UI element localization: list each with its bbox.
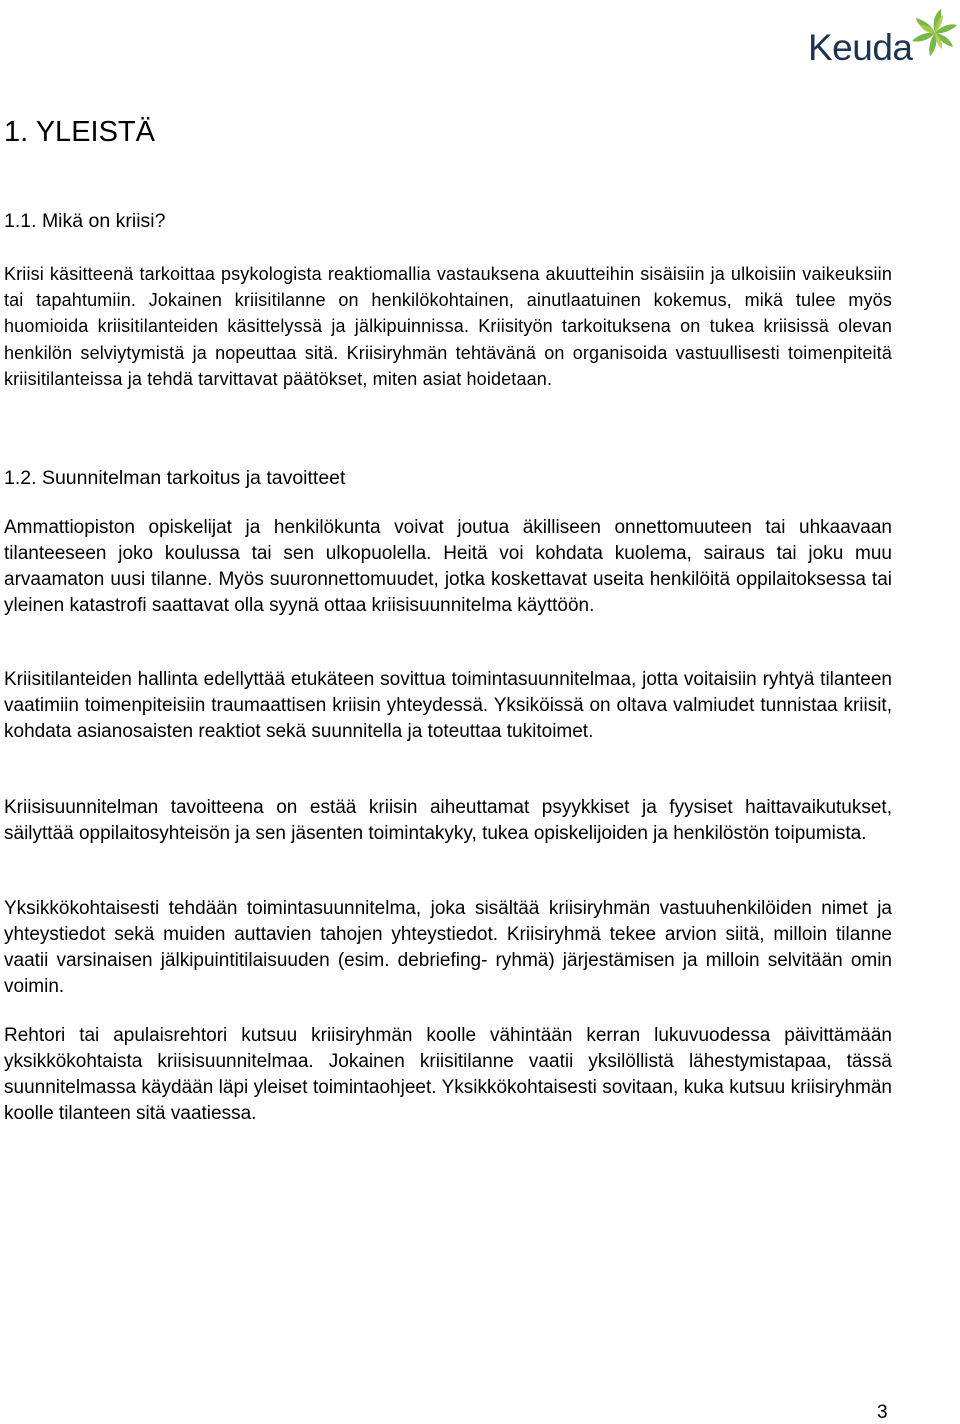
paragraph: Ammattiopiston opiskelijat ja henkilökunta voivat joutua äkilliseen onnettomuuteen tai uhkaavaan tilanteeseen joko koulussa tai sen ulkopuolella. Heitä voi kohdata kuolema, sairaus tai joku muu arvaamaton uusi tilanne. Myös suuronnettomuudet, jotka koskettavat useita henkilöitä oppilaitoksessa tai yleinen katastrofi saattavat olla syynä ottaa kriisisuunnitelma käyttöön. [4,517,892,616]
paragraph: Kriisitilanteiden hallinta edellyttää etukäteen sovittua toimintasuunnitelmaa, jotta voitaisiin ryhtyä tilanteen vaatimiin toimenpiteisiin traumaattisen kriisin yhteydessä. Yksiköissä on oltava valmiudet tunnistaa kriisit, kohdata asianosaisten reaktiot sekä suunnitella ja toteuttaa tukitoimet. [4,669,892,742]
page-title: 1. YLEISTÄ [4,116,155,148]
leaf-logo-icon [908,6,958,60]
paragraph: Kriisisuunnitelman tavoitteena on estää kriisin aiheuttamat psyykkiset ja fyysiset haittavaikutukset, säilyttää oppilaitosyhteisön ja sen jäsenten toimintakyky, tukea opiskelijoiden ja henkilöstön toipumista. [4,797,892,844]
page-number: 3 [877,1402,888,1423]
section-heading: 1.1. Mikä on kriisi? [4,210,166,232]
logo-text: Keuda [808,27,913,68]
keuda-logo [808,6,958,66]
paragraph: Kriisi käsitteenä tarkoittaa psykologista reaktiomallia vastauksena akuutteihin sisäisiin ja ulkoisiin vaikeuksiin tai tapahtumiin. Jokainen kriisitilanne on henkilökohtainen, ainutlaatuinen kokemus, mikä tulee myös huomioida kriisitilanteiden käsittelyssä ja jälkipuinnissa. Kriisityön tarkoituksena on tukea kriisissä olevan henkilön selviytymistä ja nopeuttaa sitä. Kriisiryhmän tehtävänä on organisoida vastuullisesti toimenpiteitä kriisitilanteissa ja tehdä tarvittavat päätökset, miten asiat hoidetaan. [4,264,892,389]
paragraph: Rehtori tai apulaisrehtori kutsuu kriisiryhmän koolle vähintään kerran lukuvuodessa päivittämään yksikkökohtaista kriisisuunnitelmaa. Jokainen kriisitilanne vaatii yksilöllistä lähestymistapaa, tässä suunnitelmassa käydään läpi yleiset toimintaohjeet. Yksikkökohtaisesti sovitaan, kuka kutsuu kriisiryhmän koolle tilanteen sitä vaatiessa. [4,1025,892,1124]
section-heading: 1.2. Suunnitelman tarkoitus ja tavoitteet [4,467,346,489]
paragraph: Yksikkökohtaisesti tehdään toimintasuunnitelma, joka sisältää kriisiryhmän vastuuhenkilöiden nimet ja yhteystiedot sekä muiden auttavien tahojen yhteystiedot. Kriisiryhmä tekee arvion siitä, milloin tilanne vaatii varsinaisen jälkipuintitilaisuuden (esim. debriefing- ryhmä) järjestämisen ja milloin selvitään omin voimin. [4,898,892,997]
